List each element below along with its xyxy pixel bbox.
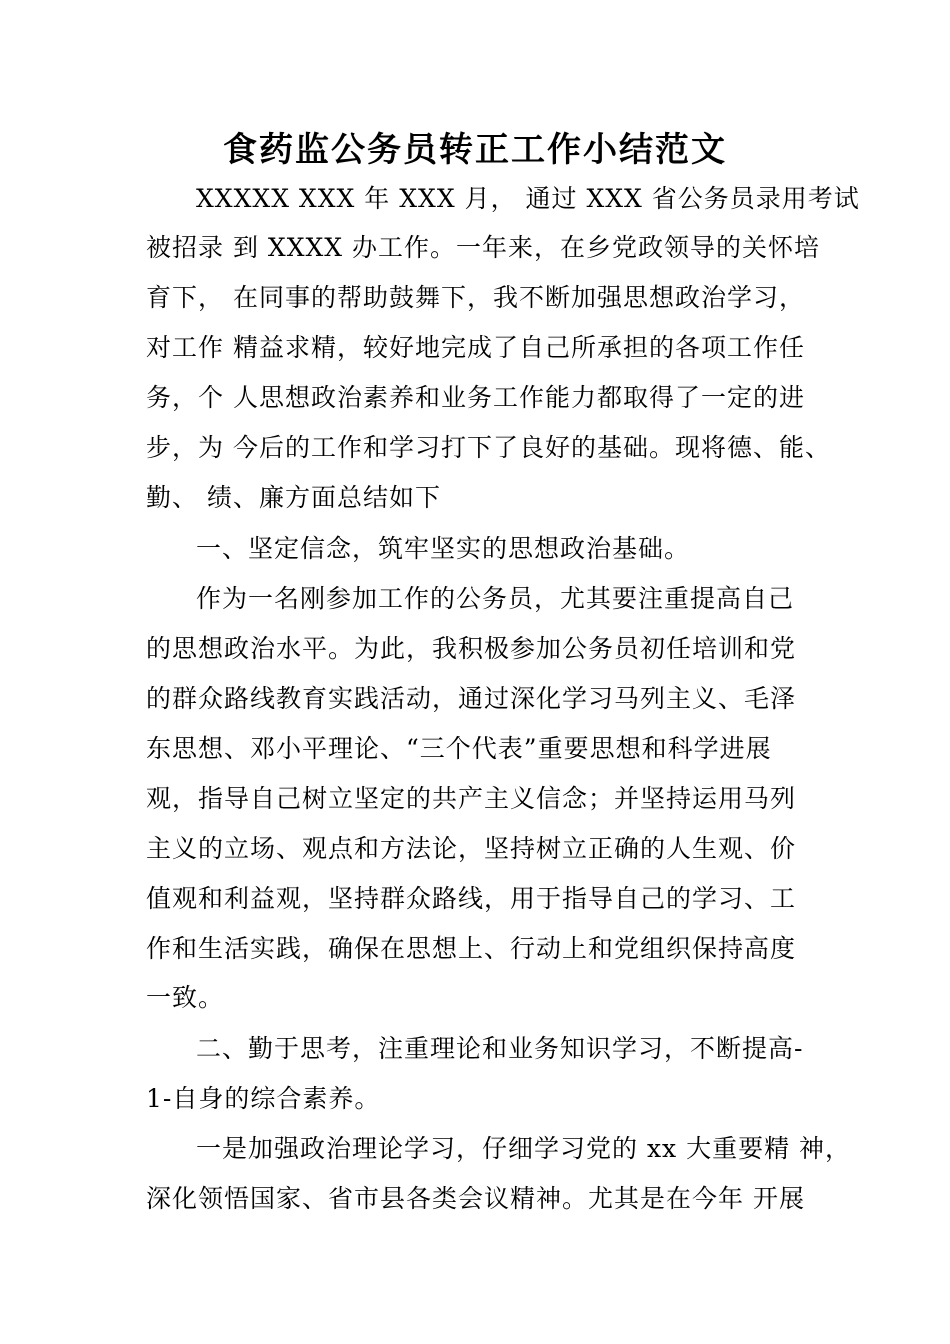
paragraph-line: 主义的立场、观点和方法论，坚持树立正确的人生观、价: [146, 834, 797, 863]
paragraph-line: 深化领悟国家、省市县各类会议精神。尤其是在今年 开展: [146, 1184, 805, 1213]
paragraph-line: 被招录 到 XXXX 办工作。一年来，在乡党政领导的关怀培: [146, 233, 821, 262]
section-heading: 二、勤于思考，注重理论和业务知识学习，不断提高-: [196, 1034, 804, 1063]
paragraph-line: 作和生活实践，确保在思想上、行动上和党组织保持高度: [146, 934, 797, 963]
paragraph-line: 对工作 精益求精，较好地完成了自己所承担的各项工作任: [146, 333, 805, 362]
paragraph-line: 的思想政治水平。为此，我积极参加公务员初任培训和党: [146, 634, 797, 663]
paragraph-line: 育下， 在同事的帮助鼓舞下，我不断加强思想政治学习，: [146, 283, 805, 312]
section-heading: 一、坚定信念，筑牢坚实的思想政治基础。: [196, 534, 691, 563]
paragraph-line: 观，指导自己树立坚定的共产主义信念；并坚持运用马列: [146, 784, 797, 813]
paragraph-line: 东思想、邓小平理论、“三个代表”重要思想和科学进展: [146, 734, 772, 763]
paragraph-line: 值观和利益观，坚持群众路线，用于指导自己的学习、工: [146, 884, 797, 913]
section-heading-continued: 1-自身的综合素养。: [146, 1084, 381, 1113]
paragraph-line: 作为一名刚参加工作的公务员，尤其要注重提高自己: [196, 584, 795, 613]
paragraph-line: 一致。: [146, 983, 225, 1012]
paragraph-line: 步，为 今后的工作和学习打下了良好的基础。现将德、能、: [146, 433, 831, 462]
paragraph-line: 的群众路线教育实践活动，通过深化学习马列主义、毛泽: [146, 684, 797, 713]
paragraph-line: XXXXX XXX 年 XXX 月， 通过 XXX 省公务员录用考试: [196, 184, 860, 213]
paragraph-line: 勤、 绩、廉方面总结如下: [146, 483, 441, 512]
document-title: 食药监公务员转正工作小结范文: [223, 130, 727, 170]
paragraph-line: 一是加强政治理论学习，仔细学习党的 xx 大重要精 神，: [196, 1134, 852, 1163]
paragraph-line: 务，个 人思想政治素养和业务工作能力都取得了一定的进: [146, 383, 805, 412]
